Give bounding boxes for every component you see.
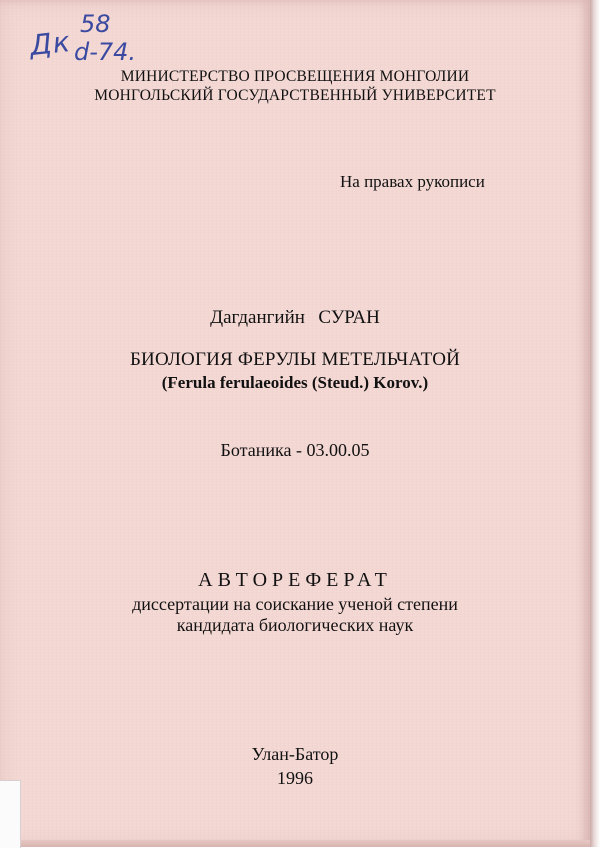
degree-line: кандидата биологических наук: [176, 615, 414, 635]
library-label-sticker: [0, 780, 21, 848]
handwritten-code: d-74.: [74, 38, 137, 66]
dissertation-line: диссертации на соискание ученой степени: [132, 594, 458, 614]
ministry-heading: МИНИСТЕРСТВО ПРОСВЕЩЕНИЯ МОНГОЛИИ: [120, 68, 470, 85]
publication-year: 1996: [277, 768, 313, 788]
document-title: БИОЛОГИЯ ФЕРУЛЫ МЕТЕЛЬЧАТОЙ: [129, 349, 461, 370]
latin-species-name: (Ferula ferulaeoides (Steud.) Korov.): [161, 373, 429, 392]
page-edge: [590, 0, 600, 847]
rights-note: На правах рукописи: [340, 172, 485, 191]
specialty-code: Ботаника - 03.00.05: [220, 440, 370, 460]
university-heading: МОНГОЛЬСКИЙ ГОСУДАРСТВЕННЫЙ УНИВЕРСИТЕТ: [94, 87, 496, 104]
page-bottom-edge: [0, 840, 590, 847]
handwritten-shelf-mark: Дк: [28, 24, 73, 63]
author-name: Дагдангийн СУРАН: [210, 307, 380, 328]
publication-city: Улан-Батор: [251, 744, 339, 764]
document-type-label: АВТОРЕФЕРАТ: [198, 569, 392, 591]
handwritten-number: 58: [80, 10, 111, 38]
